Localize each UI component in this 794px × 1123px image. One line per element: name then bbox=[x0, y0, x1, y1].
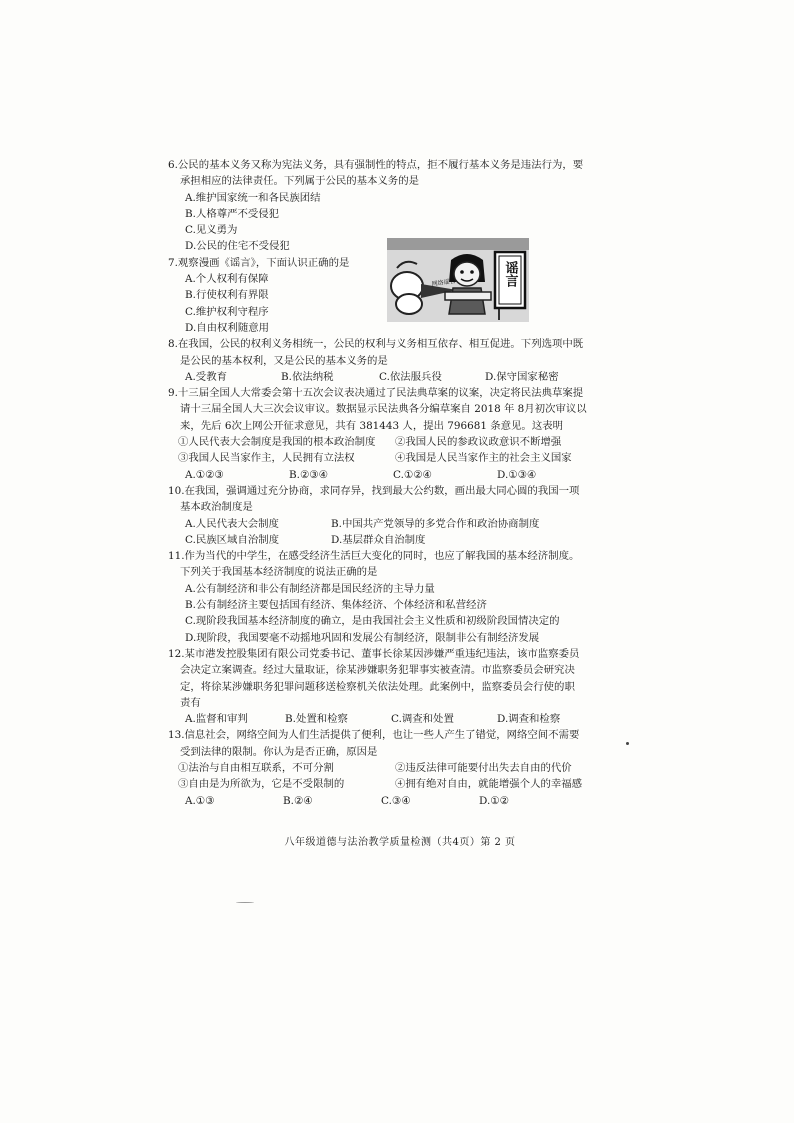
option-c: C.调查和处置 bbox=[391, 713, 454, 726]
option-c: C.①②④ bbox=[393, 468, 432, 481]
stem-line: 13.信息社会，网络空间为人们生活提供了便利，也让一些人产生了错觉，网络空间不需要 bbox=[168, 729, 580, 742]
option-d: D.①② bbox=[479, 794, 509, 807]
option-c: C.依法服兵役 bbox=[379, 370, 442, 383]
rumor-cartoon bbox=[387, 238, 529, 322]
stem-line: 承担相应的法律责任。下列属于公民的基本义务的是 bbox=[180, 175, 419, 188]
option-a: A.人民代表大会制度 bbox=[185, 517, 279, 530]
stem-line: 8.在我国，公民的权利义务相统一，公民的权利与义务相互依存、相互促进。下列选项中既 bbox=[168, 338, 584, 351]
option-b: B.②③④ bbox=[289, 468, 328, 481]
options-row bbox=[168, 516, 620, 532]
statements-row bbox=[168, 434, 620, 450]
statement-2: ②违反法律可能要付出失去自由的代价 bbox=[395, 761, 572, 774]
option-a: A.个人权利有保障 bbox=[185, 273, 269, 286]
options-row bbox=[168, 793, 620, 809]
option-a: A.维护国家统一和各民族团结 bbox=[185, 191, 321, 204]
question-13-stem bbox=[168, 727, 620, 760]
stem-line: 是公民的基本权利，又是公民的基本义务的是 bbox=[180, 354, 388, 367]
scan-speck bbox=[626, 742, 629, 745]
options-row bbox=[168, 467, 620, 483]
statement-1: ①法治与自由相互联系，不可分割 bbox=[178, 761, 334, 774]
stem-line: 受到法律的限制。你认为是否正确，原因是 bbox=[180, 745, 378, 758]
stem-line: 基本政治制度是 bbox=[180, 501, 253, 514]
question-6-stem bbox=[168, 157, 620, 190]
statements-row bbox=[168, 760, 620, 776]
question-13 bbox=[168, 727, 620, 808]
option-b: B.中国共产党领导的多党合作和政治协商制度 bbox=[331, 517, 540, 530]
option-c: C.见义勇为 bbox=[185, 224, 238, 237]
question-12 bbox=[168, 646, 620, 727]
option-c: C.③④ bbox=[381, 794, 411, 807]
page-footer: 八年级道德与法治教学质量检测（共4页）第 2 页 bbox=[284, 837, 516, 848]
option-a: A.受教育 bbox=[185, 370, 227, 383]
question-9-stem bbox=[168, 385, 620, 434]
statement-1: ①人民代表大会制度是我国的根本政治制度 bbox=[178, 436, 376, 449]
question-10 bbox=[168, 483, 620, 548]
option-a: A.公有制经济和非公有制经济都是国民经济的主导力量 bbox=[185, 582, 435, 595]
question-9 bbox=[168, 385, 620, 483]
question-12-stem bbox=[168, 646, 620, 711]
stem-line: 6.公民的基本义务又称为宪法义务，具有强制性的特点，拒不履行基本义务是违法行为，要 bbox=[168, 159, 584, 171]
option-a: A.①③ bbox=[185, 794, 215, 807]
statement-4: ④我国是人民当家作主的社会主义国家 bbox=[395, 452, 572, 465]
question-8-stem bbox=[168, 336, 620, 369]
cartoon-top-band bbox=[387, 238, 529, 250]
option-b: B.人格尊严不受侵犯 bbox=[185, 207, 280, 220]
statements-row bbox=[168, 450, 620, 466]
option-b: B.行使权利有界限 bbox=[185, 289, 269, 302]
question-11-stem bbox=[168, 548, 620, 581]
options-row bbox=[168, 711, 620, 727]
option-b: B.依法纳税 bbox=[281, 370, 334, 383]
stem-line: 会决定立案调查。经过大量取证，徐某涉嫌职务犯罪事实被查清。市监察委员会研究决 bbox=[180, 664, 575, 677]
option-c: C.民族区域自治制度 bbox=[185, 533, 280, 546]
stem-line: 来，先后 6次上网公开征求意见，共有 381443 人，提出 796681 条意见。这表明 bbox=[180, 419, 563, 432]
question-11 bbox=[168, 548, 620, 646]
option-d: D.现阶段，我国要毫不动摇地巩固和发展公有制经济，限制非公有制经济发展 bbox=[185, 631, 540, 644]
option-d: D.①③④ bbox=[497, 468, 537, 481]
option-d: D.公民的住宅不受侵犯 bbox=[185, 240, 290, 253]
sign-text: 谣言 bbox=[502, 261, 518, 287]
statement-4: ④拥有绝对自由，就能增强个人的幸福感 bbox=[395, 778, 583, 791]
stem-line: 下列关于我国基本经济制度的说法正确的是 bbox=[180, 566, 378, 579]
statement-2: ②我国人民的参政议政意识不断增强 bbox=[395, 436, 562, 449]
statement-3: ③自由是为所欲为，它是不受限制的 bbox=[178, 778, 345, 791]
question-7-stem: 7.观察漫画《谣言》，下面认识正确的是 bbox=[168, 256, 350, 269]
option-a: A.监督和审判 bbox=[185, 713, 248, 726]
stem-line: 10.在我国，强调通过充分协商，求同存异，找到最大公约数，画出最大同心圆的我国一项 bbox=[168, 484, 580, 497]
option-c: C.维护权利守程序 bbox=[185, 305, 269, 318]
statement-3: ③我国人民当家作主，人民拥有立法权 bbox=[178, 452, 355, 465]
stem-line: 请十三届全国人大三次会议审议。数据显示民法典各分编草案自 2018 年 8月初次审议以 bbox=[180, 403, 587, 416]
statements-row bbox=[168, 776, 620, 792]
options-row bbox=[168, 369, 620, 385]
stem-line: 12.某市港发控股集团有限公司党委书记、董事长徐某因涉嫌严重违纪违法，该市监察委员 bbox=[168, 647, 580, 660]
question-10-stem bbox=[168, 483, 620, 516]
option-d: D.保守国家秘密 bbox=[485, 370, 559, 383]
stem-line: 责有 bbox=[180, 696, 201, 709]
option-d: D.调查和检察 bbox=[497, 713, 561, 726]
option-d: D.自由权利随意用 bbox=[185, 321, 269, 334]
options-row bbox=[168, 532, 620, 548]
option-c: C.现阶段我国基本经济制度的确立，是由我国社会主义性质和初级阶段国情决定的 bbox=[185, 615, 560, 628]
option-b: B.②④ bbox=[283, 794, 313, 807]
option-a: A.①②③ bbox=[185, 468, 224, 481]
question-8 bbox=[168, 336, 620, 385]
cartoon-label: 网络谣言 bbox=[431, 277, 457, 288]
stem-line: 定，将徐某涉嫌职务犯罪问题移送检察机关依法处理。此案例中，监察委员会行使的职 bbox=[180, 680, 575, 693]
option-b: B.处置和检察 bbox=[285, 713, 348, 726]
option-b: B.公有制经济主要包括国有经济、集体经济、个体经济和私营经济 bbox=[185, 599, 487, 612]
stem-line: 9.十三届全国人大常委会第十五次会议表决通过了民法典草案的议案，决定将民法典草案提 bbox=[168, 387, 584, 400]
option-d: D.基层群众自治制度 bbox=[331, 533, 426, 546]
stem-line: 11.作为当代的中学生，在感受经济生活巨大变化的同时，也应了解我国的基本经济制度。 bbox=[168, 550, 580, 563]
scan-mark bbox=[236, 902, 254, 903]
